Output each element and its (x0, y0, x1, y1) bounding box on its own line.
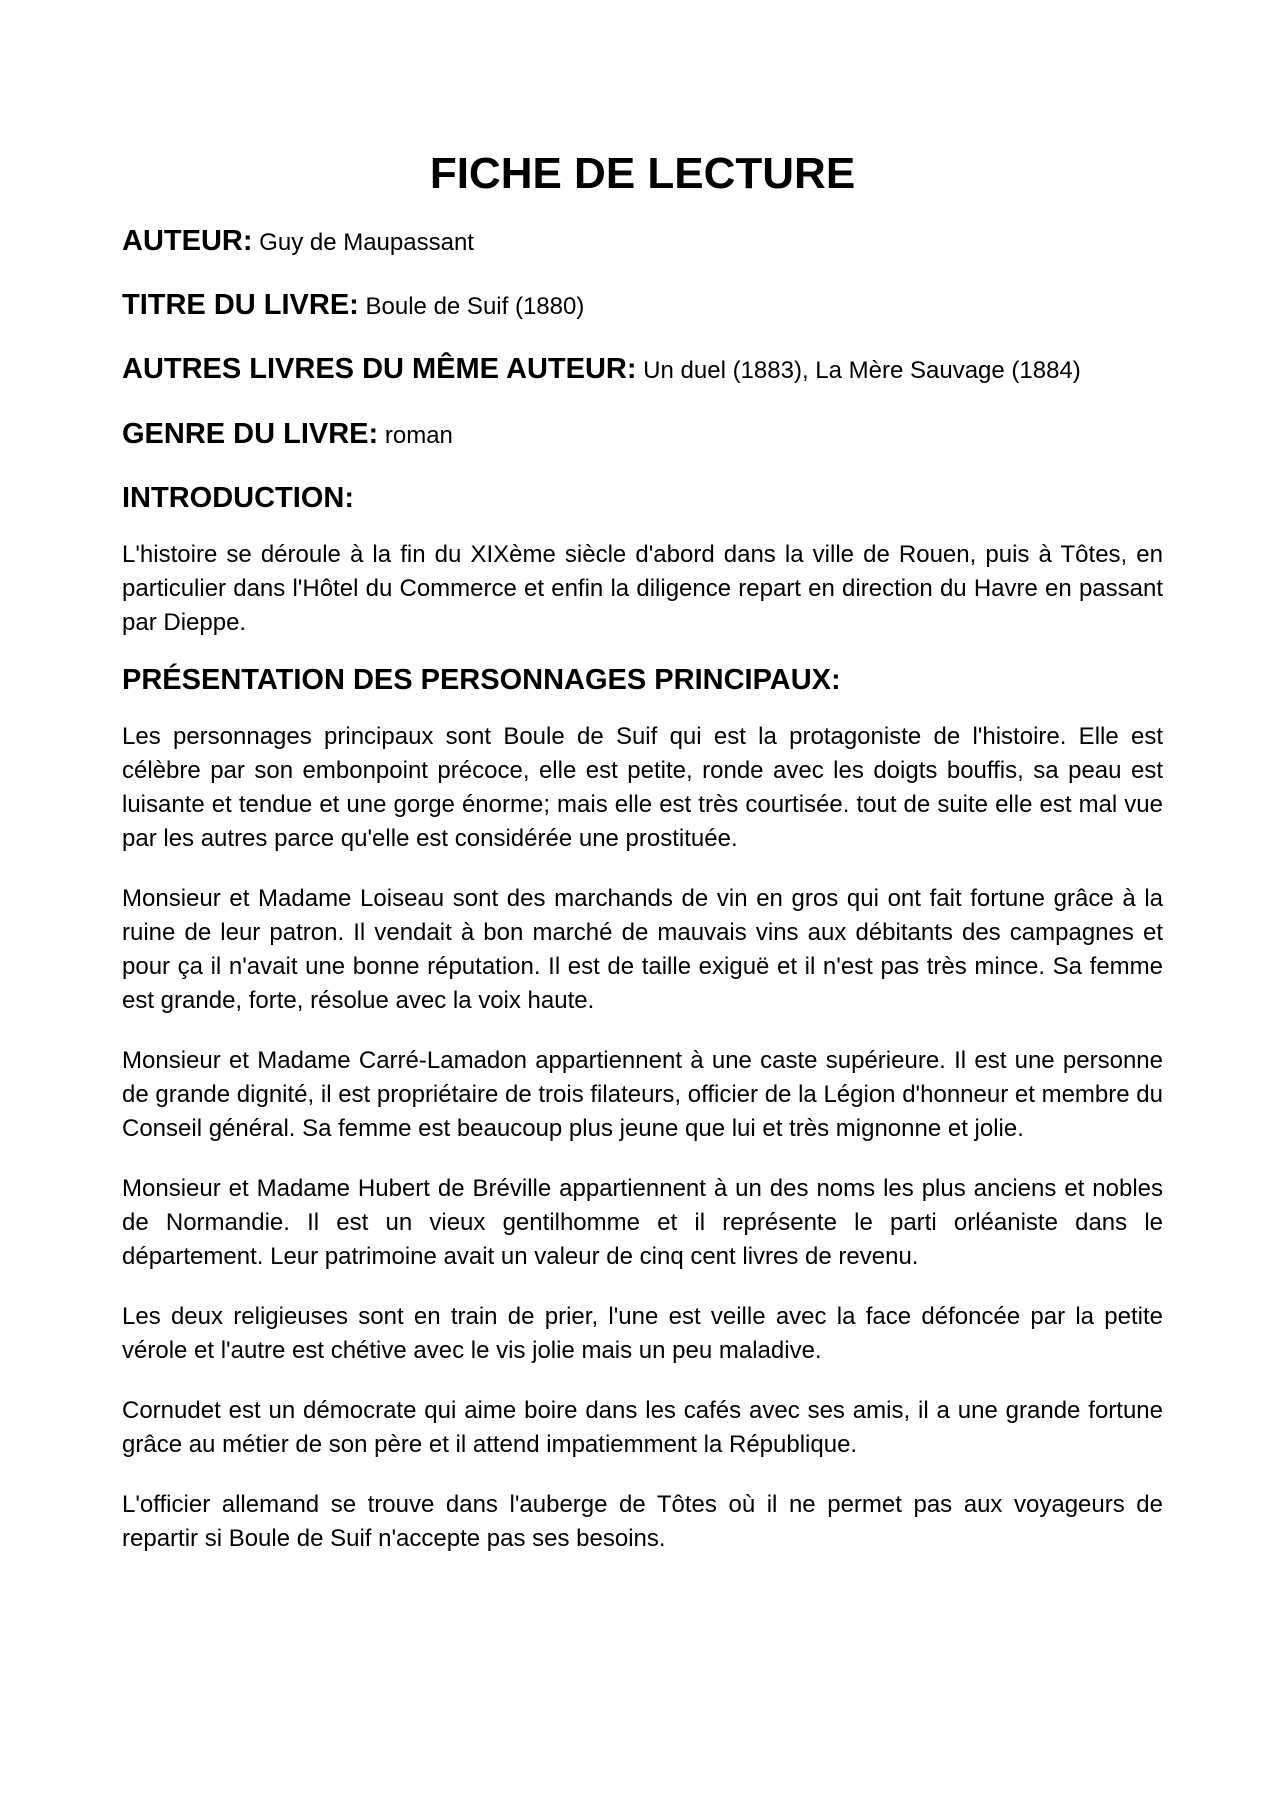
field-label: TITRE DU LIVRE: (122, 289, 359, 322)
character-paragraph: Les deux religieuses sont en train de prier, l'une est veille avec la face défoncée par la petite vérole et l'autre est chétive avec le vis jolie mais un peu maladive. (122, 1303, 1163, 1365)
character-paragraph: Monsieur et Madame Carré-Lamadon appartiennent à une caste supérieure. Il est une personne de grande dignité, il est propriétaire de trois filateurs, officier de la Légion d'honneur et membre du Conseil général. Sa femme est beaucoup plus jeune que lui et très mignonne et jolie. (122, 1047, 1163, 1143)
field-value: roman (384, 421, 453, 449)
field-book-title (122, 287, 1163, 323)
field-value: Un duel (1883), La Mère Sauvage (1884) (643, 357, 1081, 385)
introduction-heading: INTRODUCTION: (122, 481, 354, 514)
field-genre (122, 416, 1163, 452)
character-paragraph: L'officier allemand se trouve dans l'auberge de Tôtes où il ne permet pas aux voyageurs de repartir si Boule de Suif n'accepte pas ses besoins. (122, 1491, 1163, 1553)
introduction-paragraph: L'histoire se déroule à la fin du XIXème siècle d'abord dans la ville de Rouen, puis à Tôtes, en particulier dans l'Hôtel du Commerce et enfin la diligence repart en direction du Havre en passant par Dieppe. (122, 541, 1163, 637)
field-label: GENRE DU LIVRE: (122, 417, 379, 450)
character-paragraph: Cornudet est un démocrate qui aime boire dans les cafés avec ses amis, il a une grande fortune grâce au métier de son père et il attend impatiemment la République. (122, 1397, 1163, 1459)
field-label: AUTRES LIVRES DU MÊME AUTEUR: (122, 353, 637, 386)
field-value: Guy de Maupassant (259, 228, 474, 256)
page-title: FICHE DE LECTURE (429, 149, 856, 198)
characters-heading: PRÉSENTATION DES PERSONNAGES PRINCIPAUX: (122, 664, 841, 697)
character-paragraph: Les personnages principaux sont Boule de Suif qui est la protagoniste de l'histoire. Elle est célèbre par son embonpoint précoce, elle est petite, ronde avec les doigts bouffis, sa peau est luisante et tendue et une gorge énorme; mais elle est très courtisée. tout de suite elle est mal vue par les autres parce qu'elle est considérée une prostituée. (122, 723, 1163, 853)
character-paragraph: Monsieur et Madame Hubert de Bréville appartiennent à un des noms les plus anciens et nobles de Normandie. Il est un vieux gentilhomme et il représente le parti orléaniste dans le département. Leur patrimoine avait un valeur de cinq cent livres de revenu. (122, 1175, 1163, 1271)
character-paragraph: Monsieur et Madame Loiseau sont des marchands de vin en gros qui ont fait fortune grâce à la ruine de leur patron. Il vendait à bon marché de mauvais vins aux débitants des campagnes et pour ça il n'avait une bonne réputation. Il est de taille exiguë et il n'est pas très mince. Sa femme est grande, forte, résolue avec la voix haute. (122, 885, 1163, 1015)
field-other-books (122, 351, 1163, 387)
document-page (122, 148, 1163, 1582)
field-value: Boule de Suif (1880) (365, 293, 585, 321)
field-author (122, 223, 1163, 259)
field-label: AUTEUR: (122, 224, 253, 257)
